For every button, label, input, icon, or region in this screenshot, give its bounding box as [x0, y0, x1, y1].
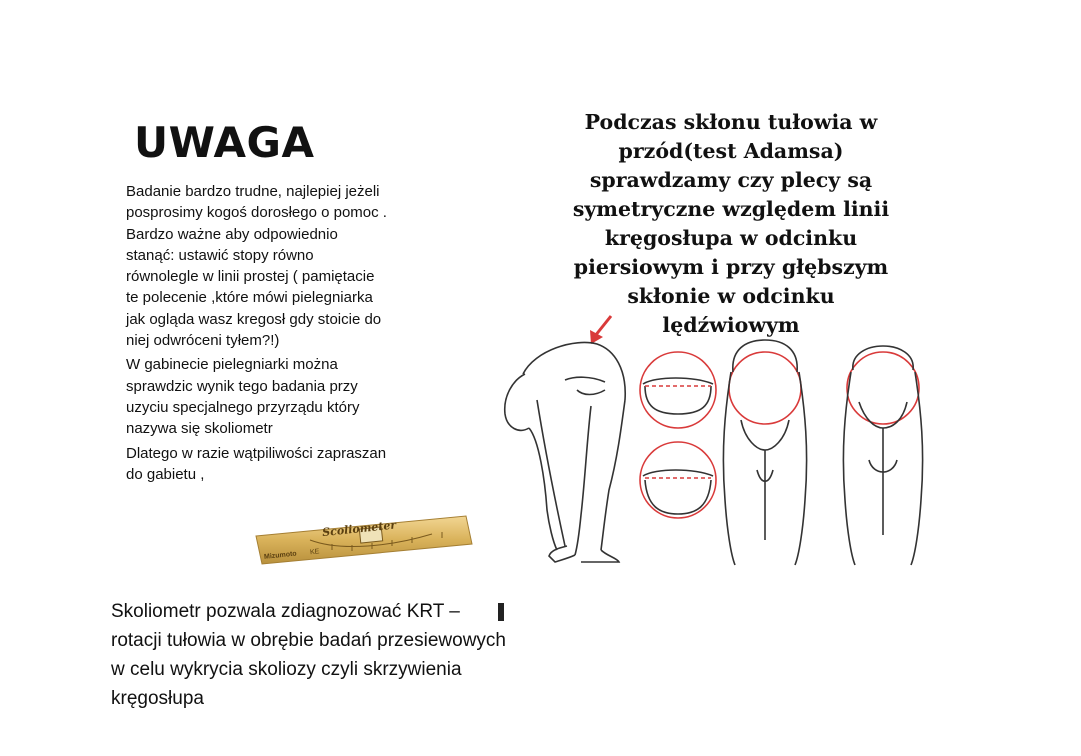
cropped-text-fragment	[498, 603, 504, 621]
scoliometer-maker-label: Mizumoto	[263, 550, 298, 561]
instructions-text	[126, 181, 426, 488]
forward-bend-figure	[505, 342, 625, 562]
page-title: UWAGA	[134, 118, 315, 167]
adams-test-illustration	[495, 310, 935, 570]
back-view-thoracic	[640, 352, 716, 518]
back-view-standing	[723, 340, 806, 565]
back-view-rotated	[843, 346, 922, 565]
scoliometer-image	[252, 510, 474, 568]
instructions-paragraph: Badanie bardzo trudne, najlepiej jeżeli posprosimy kogoś dorosłego o pomoc . Bardzo ważne aby odpowiednio stanąć: ustawić stopy równo równolegle w linii prostej ( pamiętacie te polecenie ,które mówi pielegniarka jak ogląda wasz kregosł gdy stoicie do niej odwróceni tyłem?!)	[126, 183, 387, 350]
instructions-paragraph: Dlatego w razie wątpiliwości zapraszan do gabietu ,	[126, 444, 387, 483]
adams-test-description: Podczas skłonu tułowia w przód(test Adamsa) sprawdzamy czy plecy są symetryczne względem linii kręgosłupa w odcinku piersiowym i przy głębszym skłonie w odcinku lędźwiowym	[572, 110, 890, 337]
red-arrow-icon	[590, 316, 611, 344]
scoliometer-brand-label: Scoliometer	[321, 518, 397, 540]
scoliometer-code-label: KE	[309, 548, 320, 557]
scoliometer-caption: Skoliometr pozwala zdiagnozować KRT – rotacji tułowia w obrębie badań przesiewowych w celu wykrycia skoliozy czyli skrzywienia kręgosłupa	[111, 601, 506, 709]
instructions-paragraph: W gabinecie pielegniarki można sprawdzic wynik tego badania przy uzyciu specjalnego przyrządu który nazywa się skoliometr	[126, 356, 360, 438]
